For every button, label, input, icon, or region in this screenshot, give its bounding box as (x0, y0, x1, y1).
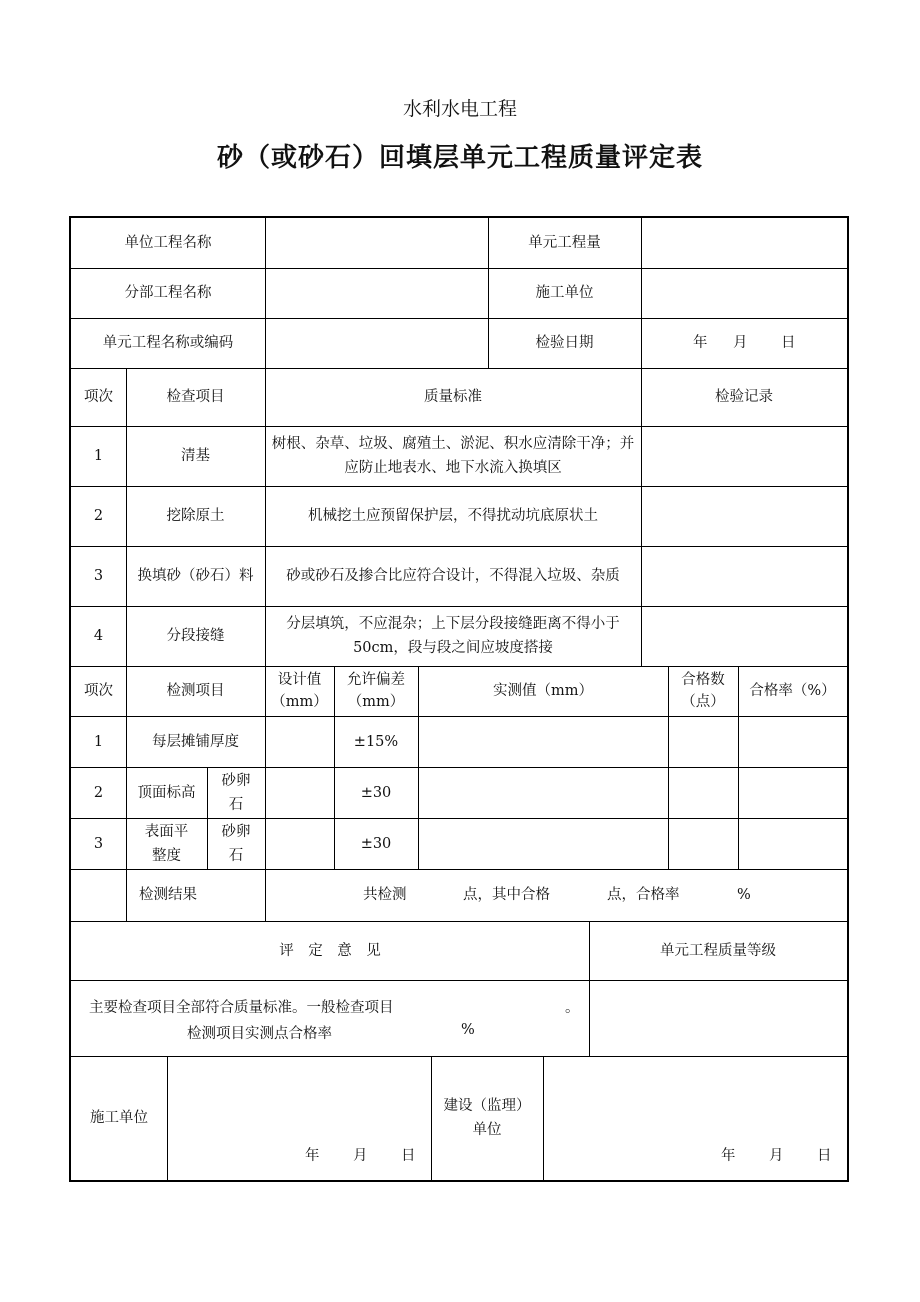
evaluation-opinion-text[interactable] (71, 980, 589, 1056)
measurement-header-rate: 合格率（%） (749, 683, 836, 699)
measurement-row-3-rate[interactable] (738, 818, 847, 869)
measurement-row-2-measured[interactable] (418, 767, 668, 818)
inspection-row-1-standard: 树根、杂草、垃圾、腐殖土、淤泥、积水应清除干净；并应防止地表水、地下水流入换填区 (271, 436, 635, 476)
inspection-row-1-record[interactable] (641, 426, 847, 486)
inspection-row-1-item: 清基 (181, 448, 210, 464)
inspection-row-4-record[interactable] (641, 606, 847, 666)
measurement-row-1-design[interactable] (265, 716, 334, 767)
measurement-row-3-item: 表面平整度 (144, 823, 189, 864)
inspection-header-item: 检查项目 (166, 389, 225, 405)
signoff-supervision-unit-area[interactable] (543, 1056, 847, 1180)
element-name-code-label: 单元工程名称或编码 (102, 335, 234, 351)
unit-project-name-value[interactable] (265, 218, 488, 268)
evaluation-form (69, 216, 849, 1182)
unit-project-name-label: 单位工程名称 (124, 235, 212, 251)
page-subtitle: 水利水电工程 (402, 98, 517, 120)
measurement-row-1-item: 每层摊铺厚度 (152, 733, 239, 750)
measurement-header-measured: 实测值（mm） (493, 683, 593, 699)
measurement-header-passed: 合格数（点） (681, 672, 725, 710)
measurement-row-3-measured[interactable] (418, 818, 668, 869)
measurement-row-2-index: 2 (93, 784, 104, 801)
opinion-line-1-end: 。 (565, 1000, 580, 1016)
result-pass-text: 点，其中合格 (463, 887, 550, 903)
inspection-header-standard: 质量标准 (424, 389, 482, 405)
measurement-row-3-design[interactable] (265, 818, 334, 869)
result-label: 检测结果 (139, 887, 197, 903)
inspection-row-2-index: 2 (93, 508, 104, 524)
division-project-name-value[interactable] (265, 268, 488, 318)
quality-grade-label: 单元工程质量等级 (660, 942, 776, 959)
element-name-code-value[interactable] (265, 318, 488, 368)
measurement-row-3-tolerance: ±30 (360, 835, 392, 852)
inspection-row-1-index: 1 (93, 448, 104, 464)
evaluation-opinion-label: 评 定 意 见 (279, 942, 381, 959)
signoff-construction-day: 日 (401, 1148, 416, 1164)
measurement-row-2-item: 顶面标高 (137, 784, 196, 801)
measurement-row-1-measured[interactable] (418, 716, 668, 767)
inspection-date-value[interactable] (641, 318, 847, 368)
page-title: 砂（或砂石）回填层单元工程质量评定表 (216, 143, 703, 173)
date-year: 年 (693, 335, 708, 351)
quality-grade-value[interactable] (589, 980, 847, 1056)
measurement-row-2-passed[interactable] (668, 767, 738, 818)
inspection-row-2-item: 挖除原土 (166, 508, 225, 524)
measurement-header-design: 设计值（mm） (271, 672, 328, 710)
measurement-row-3-passed[interactable] (668, 818, 738, 869)
inspection-row-3-item: 换填砂（砂石）料 (137, 568, 254, 584)
inspection-row-4-index: 4 (93, 628, 104, 644)
date-day: 日 (781, 335, 796, 351)
division-project-name-label: 分部工程名称 (124, 285, 212, 301)
inspection-row-3-index: 3 (93, 568, 104, 584)
result-rate-text: 点，合格率 (607, 887, 680, 903)
inspection-header-record: 检验记录 (715, 389, 773, 405)
opinion-line-2-end: % (461, 1022, 475, 1038)
opinion-line-2: 检测项目实测点合格率 (187, 1026, 332, 1042)
result-total-text: 共检测 (363, 887, 407, 903)
measurement-row-3-index: 3 (93, 835, 104, 852)
measurement-row-2-tolerance: ±30 (360, 784, 392, 801)
inspection-row-2-record[interactable] (641, 486, 847, 546)
signoff-supervision-month: 月 (769, 1148, 784, 1164)
result-percent-text: % (737, 887, 751, 903)
measurement-row-1-passed[interactable] (668, 716, 738, 767)
measurement-row-3-material: 砂卵石 (221, 823, 251, 864)
inspection-row-3-record[interactable] (641, 546, 847, 606)
signoff-construction-year: 年 (305, 1148, 320, 1164)
measurement-header-tolerance: 允许偏差（mm） (347, 672, 405, 710)
measurement-row-1-tolerance: ±15% (353, 733, 399, 750)
measurement-header-index: 项次 (84, 683, 113, 699)
inspection-header-index: 项次 (84, 389, 113, 405)
measurement-row-2-rate[interactable] (738, 767, 847, 818)
signoff-construction-unit-label: 施工单位 (90, 1110, 148, 1126)
signoff-supervision-year: 年 (721, 1148, 736, 1164)
signoff-supervision-unit-label: 建设（监理）单位 (443, 1098, 531, 1138)
signoff-construction-month: 月 (353, 1148, 368, 1164)
construction-unit-value[interactable] (641, 268, 847, 318)
inspection-row-2-standard: 机械挖土应预留保护层，不得扰动坑底原状土 (308, 508, 598, 524)
signoff-construction-unit-area[interactable] (167, 1056, 431, 1180)
unit-project-quantity-label: 单元工程量 (528, 235, 601, 251)
inspection-date-label: 检验日期 (535, 335, 594, 351)
opinion-line-1: 主要检查项目全部符合质量标准。一般检查项目 (89, 1000, 394, 1016)
inspection-row-3-standard: 砂或砂石及掺合比应符合设计，不得混入垃圾、杂质 (286, 568, 620, 584)
signoff-supervision-day: 日 (817, 1148, 832, 1164)
unit-project-quantity-value[interactable] (641, 218, 847, 268)
inspection-row-4-standard: 分层填筑，不应混杂；上下层分段接缝距离不得小于50cm，段与段之间应坡度搭接 (286, 616, 620, 656)
measurement-row-1-rate[interactable] (738, 716, 847, 767)
construction-unit-label: 施工单位 (535, 285, 594, 301)
measurement-row-2-material: 砂卵石 (221, 772, 251, 813)
result-summary[interactable] (265, 869, 847, 921)
measurement-row-2-design[interactable] (265, 767, 334, 818)
measurement-row-1-index: 1 (93, 733, 104, 750)
measurement-header-item: 检测项目 (166, 683, 225, 699)
date-month: 月 (733, 335, 748, 351)
inspection-row-4-item: 分段接缝 (166, 628, 225, 644)
